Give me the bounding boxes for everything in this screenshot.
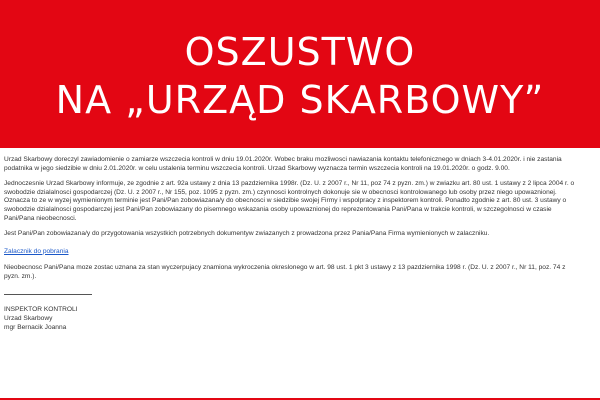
email-paragraph-1: Urzad Skarbowy doreczyl zawiadomienie o zamiarze wszczecia kontroli w dniu 19.01.2020r. Wobec braku mozliwosci nawiazania kontaktu telefonicznego w dniach 3-4.01.2020r. i nie zastania podatnika w jego siedzibie w dniu 2.01.2020r. w celu ustalenia terminu wszczecia kontroli. Urzad Skarbowy wyznacza termin wszczecia kontroli na 19.01.2020r. o godz. 9.00. — [4, 156, 562, 172]
signature-name: mgr Bernacik Joanna — [4, 323, 67, 331]
email-warning-paragraph: Nieobecnosc Pani/Pana moze zostac uznana za stan wyczerpujacy znamiona wykroczenia okreslonego w art. 98 ust. 1 pkt 3 ustawy z 13 pazdziernika 1998 r. (Dz. U. z 2007 r., Nr 11, poz. 74 z pyzn. zm.). — [4, 264, 566, 280]
signature-title: INSPEKTOR KONTROLI — [4, 305, 78, 313]
headline-banner — [0, 0, 600, 148]
signature-office: Urzad Skarbowy — [4, 314, 53, 322]
attachment-download-link[interactable]: Zalacznik do pobrania — [4, 247, 69, 255]
signature-block — [4, 305, 596, 332]
headline-line-1: OSZUSTWO — [184, 30, 416, 74]
email-paragraph-3: Jest Pani/Pan zobowiazana/y do przygotowania wszystkich potrzebnych dokumentyw zwiazanych z prowadzona przez Pania/Pana Firma wymienionych w zalaczniku. — [4, 230, 490, 238]
phishing-email-body — [0, 148, 600, 398]
headline-line-2: NA „URZĄD SKARBOWY” — [55, 78, 545, 122]
email-paragraph-2: Jednoczesnie Urzad Skarbowy informuje, ze zgodnie z art. 92a ustawy z dnia 13 pazdziernika 1998r. (Dz. U. z 2007 r., Nr 11, poz 74 z pyzn. zm.) w zwiazku art. 80 ust. 1 ustawy z 2 lipca 2004 r. o swobodzie dzialalnosci gospodarczej (Dz. U. z 2007 r., Nr 155, poz. 1095 z pyzn. zm.) czynnosci kontrolnych dokonuje sie w obecnosci kontrolowanego lub osoby przez niego upowaznionej. Oznacza to ze w wyzej wymienionym terminie jest Pani/Pan zobowiazana/y do obecnosci w siedzibie swojej Firmy i wspolpracy z inspektorem kontroli. Ponadto zgodnie z art. 80 ust. 3 ustawy o swobodzie dzialalnosci gospodarczej jest Pani/Pan zobowiazany do pisemnego wskazania osoby upowaznionej do reprezentowania Pani/Pana w trakcie kontroli, w szczegolnosci w czasie Pani/Pana nieobecnosci. — [4, 180, 575, 222]
signature-divider — [4, 294, 92, 295]
